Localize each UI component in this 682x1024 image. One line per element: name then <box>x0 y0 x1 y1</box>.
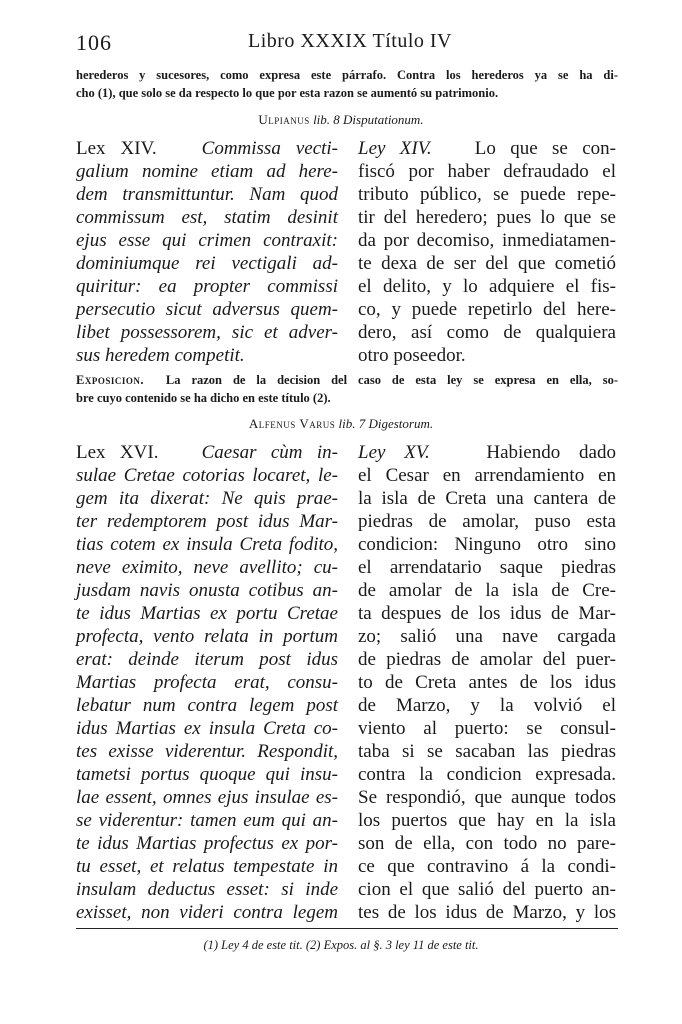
lex-label: Lex XIV. <box>76 138 157 159</box>
spanish-line: el arrendatario saque piedras <box>358 557 616 578</box>
latin-line: tametsi portus quoque qui insu- <box>76 764 338 785</box>
latin-line: sulae Cretae cotorias locaret, le- <box>76 465 338 486</box>
spanish-line: contra la condicion expresada. <box>358 764 616 785</box>
latin-line: gem ita dixerat: Ne quis prae- <box>76 488 338 509</box>
exposicion-paragraph <box>76 371 618 407</box>
intro-line-1: herederos y sucesores, como expresa este párrafo. Contra los herederos ya se ha di- <box>76 68 618 82</box>
running-title: Libro XXXIX Título IV <box>248 30 452 52</box>
latin-line: sus heredem competit. <box>76 345 245 366</box>
attribution-author: Alfenus Varus <box>248 416 336 431</box>
spanish-line: dero, así como de qualquiera <box>358 322 616 343</box>
spanish-line: da por decomiso, inmediatamen- <box>358 230 616 251</box>
spanish-line: tes de los idus de Marzo, y los <box>358 902 616 923</box>
spanish-line: to de Creta antes de los idus <box>358 672 616 693</box>
attribution-source: lib. 8 Disputationum. <box>313 112 424 127</box>
latin-line: Martias profecta erat, consu- <box>76 672 338 693</box>
latin-line: se viderentur: tamen eum qui an- <box>76 810 338 831</box>
exposicion-label: Exposicion. <box>76 373 144 387</box>
latin-line: lebatur num contra legem post <box>76 695 338 716</box>
spanish-line: piedras de amolar, puso esta <box>358 511 616 532</box>
spanish-line: ce que contravino á la condi- <box>358 856 616 877</box>
latin-line: Lex XVI. Caesar cùm in- <box>76 442 339 463</box>
spanish-line: el delito, y lo adquiere el fis- <box>358 276 616 297</box>
spanish-line: la isla de Creta una cantera de <box>358 488 616 509</box>
latin-line: exisset, non videri contra legem <box>76 902 338 923</box>
ley-label: Ley XIV. <box>358 138 432 159</box>
latin-line: persecutio sicut adversus quem- <box>76 299 338 320</box>
footnotes: (1) Ley 4 de este tit. (2) Expos. al §. 3 ley 11 de este tit. <box>203 938 479 952</box>
spanish-line: otro poseedor. <box>358 345 466 366</box>
lex-label: Lex XVI. <box>76 442 159 463</box>
latin-line: profecta, vento relata in portum <box>76 626 338 647</box>
exposicion-line-2: bre cuyo contenido se ha dicho en este título (2). <box>76 391 331 405</box>
latin-line: te idus Martias ex portu Cretae <box>76 603 338 624</box>
latin-line: tes exisse viderentur. Respondit, <box>76 741 338 762</box>
latin-line: dominiumque rei vectigali ad- <box>76 253 338 274</box>
spanish-line: Ley XV. Habiendo dado <box>358 442 616 463</box>
attribution-source: lib. 7 Digestorum. <box>338 416 434 431</box>
latin-line: ter redemptorem post idus Mar- <box>76 511 338 532</box>
latin-line: libet possessorem, sic et adver- <box>76 322 338 343</box>
spanish-line: viento al puerto: se consul- <box>358 718 616 739</box>
spanish-line: co, y puede repetirlo del here- <box>358 299 616 320</box>
spanish-line: condicion: Ninguno otro sino <box>358 534 616 555</box>
exposicion-line-1: Exposicion. La razon de la decision del caso de esta ley se expresa en ella, so- <box>76 373 618 387</box>
latin-line: insulam deductus esset: si inde <box>76 879 338 900</box>
latin-line: Lex XIV. Commissa vecti- <box>76 138 339 159</box>
intro-paragraph <box>76 66 618 102</box>
latin-line: tias cotem ex insula Creta fodito, <box>76 534 338 555</box>
spanish-line: te dexa de ser del que cometió <box>358 253 616 274</box>
latin-line: lae essent, omnes ejus insulae es- <box>76 787 338 808</box>
spanish-line: Se respondió, que aunque todos <box>358 787 616 808</box>
spanish-line: ta despues de los idus de Mar- <box>358 603 616 624</box>
latin-line: ejus esse qui crimen contraxit: <box>76 230 338 251</box>
lex-14-latin <box>76 137 338 367</box>
latin-line: galium nomine etiam ad here- <box>76 161 338 182</box>
latin-line: neve eximito, neve avellito; cu- <box>76 557 338 578</box>
spanish-line: son de ella, con todo no pare- <box>358 833 616 854</box>
latin-line: idus Martias ex insula Creta co- <box>76 718 338 739</box>
spanish-line: tir del heredero; pues lo que se <box>358 207 616 228</box>
ley-14-spanish <box>358 137 616 367</box>
latin-line: te idus Martias profectus ex por- <box>76 833 338 854</box>
spanish-line: de Marzo, y la volvió el <box>358 695 616 716</box>
page-number: 106 <box>76 30 112 55</box>
attribution-alfenus <box>0 416 682 432</box>
spanish-line: los puertos que hay en la isla <box>358 810 616 831</box>
latin-line: tu esset, et relatus tempestate in <box>76 856 338 877</box>
attribution-author: Ulpianus <box>258 112 310 127</box>
spanish-line: cion el que salió del puerto an- <box>358 879 616 900</box>
spanish-line: de piedras de amolar del puer- <box>358 649 616 670</box>
spanish-line: de amolar de la isla de Cre- <box>358 580 616 601</box>
spanish-line: tributo público, se puede repe- <box>358 184 616 205</box>
spanish-line: fiscó por haber defraudado el <box>358 161 616 182</box>
intro-line-2: cho (1), que solo se da respecto lo que por esta razon se aumentó su patrimonio. <box>76 86 499 100</box>
lex-16-latin <box>76 441 338 924</box>
spanish-line: el Cesar en arrendamiento en <box>358 465 616 486</box>
latin-line: erat: deinde iterum post idus <box>76 649 338 670</box>
attribution-ulpianus <box>0 112 682 128</box>
latin-line: jusdam navis onusta cotibus an- <box>76 580 338 601</box>
spanish-line: taba si se sacaban las piedras <box>358 741 616 762</box>
ley-15-spanish <box>358 441 616 924</box>
latin-line: dem transmittuntur. Nam quod <box>76 184 338 205</box>
spanish-line: Ley XIV. Lo que se con- <box>358 138 616 159</box>
spanish-line: zo; salió una nave cargada <box>358 626 616 647</box>
ley-label: Ley XV. <box>358 442 430 463</box>
footnote-rule <box>76 928 618 929</box>
latin-line: commissum est, statim desinit <box>76 207 338 228</box>
latin-line: quiritur: ea propter commissi <box>76 276 338 297</box>
page-header <box>76 30 624 60</box>
